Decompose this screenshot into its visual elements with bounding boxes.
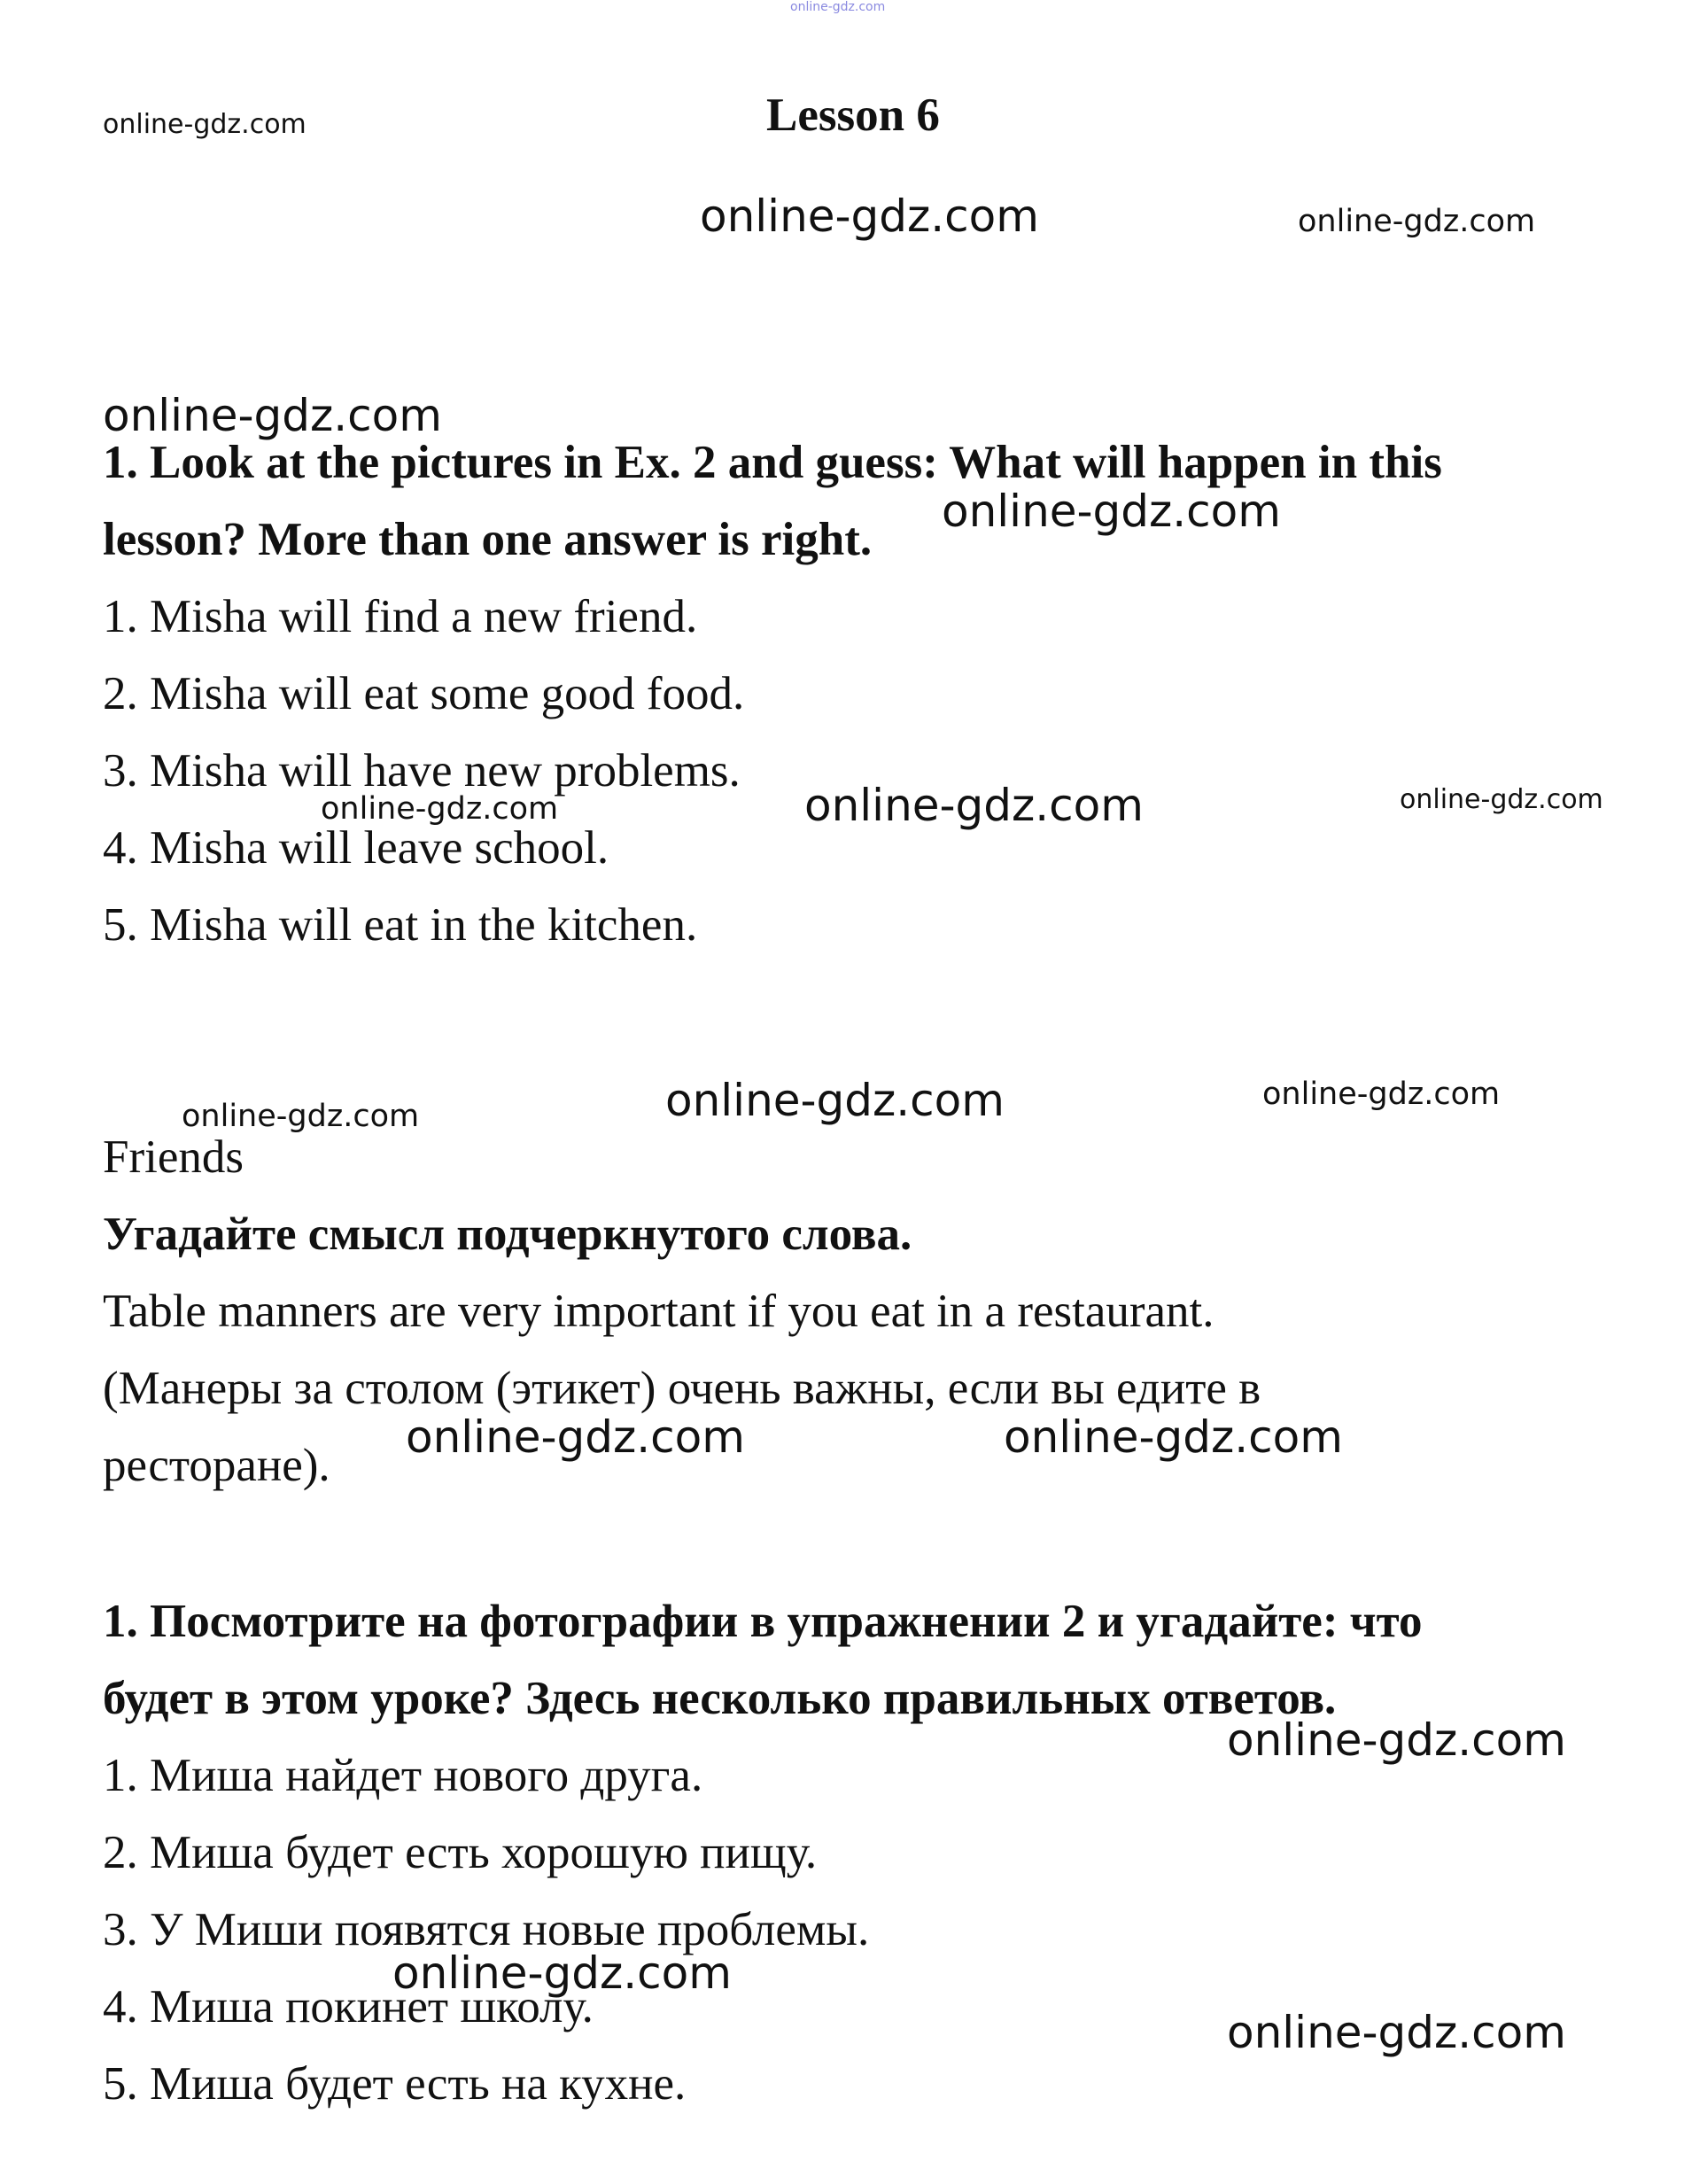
watermark: online-gdz.com xyxy=(1227,1714,1566,1766)
friends-translation-line1: (Манеры за столом (этикет) очень важны, если вы едите в xyxy=(103,1363,1261,1414)
task-en-item: 4. Misha will leave school. xyxy=(103,822,609,874)
task-en-item: 2. Misha will eat some good food. xyxy=(103,668,745,719)
watermark: online-gdz.com xyxy=(182,1099,420,1134)
task-en-item: 1. Misha will find a new friend. xyxy=(103,591,698,642)
task-ru-item: 4. Миша покинет школу. xyxy=(103,1981,594,2032)
task-ru-item: 5. Миша будет есть на кухне. xyxy=(103,2058,687,2110)
friends-translation-line2: ресторане). xyxy=(103,1440,330,1491)
friends-sentence: Table manners are very important if you eat in a restaurant. xyxy=(103,1286,1214,1337)
task-ru-item: 3. У Миши появятся новые проблемы. xyxy=(103,1904,870,1955)
task-ru-item: 2. Миша будет есть хорошую пищу. xyxy=(103,1827,818,1878)
watermark: online-gdz.com xyxy=(700,190,1039,242)
watermark: online-gdz.com xyxy=(804,780,1144,831)
watermark: online-gdz.com xyxy=(392,1947,732,1999)
watermark: online-gdz.com xyxy=(1004,1411,1343,1463)
task-ru-heading-line2: будет в этом уроке? Здесь несколько правильных ответов. xyxy=(103,1673,1337,1724)
watermark: online-gdz.com xyxy=(665,1075,1005,1126)
task-en-heading-line2: lesson? More than one answer is right. xyxy=(103,514,873,565)
watermark: online-gdz.com xyxy=(406,1411,745,1463)
lesson-title: Lesson 6 xyxy=(766,89,940,141)
task-en-item: 3. Misha will have new problems. xyxy=(103,745,741,797)
watermark: online-gdz.com xyxy=(103,390,442,441)
task-ru-item: 1. Миша найдет нового друга. xyxy=(103,1750,703,1801)
task-en-heading-line1: 1. Look at the pictures in Ex. 2 and guess: What will happen in this xyxy=(103,437,1442,488)
task-ru-heading-line1: 1. Посмотрите на фотографии в упражнении 2 и угадайте: что xyxy=(103,1596,1423,1647)
friends-label: Friends xyxy=(103,1131,244,1183)
watermark: online-gdz.com xyxy=(1400,784,1603,815)
watermark: online-gdz.com xyxy=(1262,1076,1501,1112)
friends-heading: Угадайте смысл подчеркнутого слова. xyxy=(103,1209,912,1260)
task-en-item: 5. Misha will eat in the kitchen. xyxy=(103,899,698,951)
watermark: online-gdz.com xyxy=(1298,204,1536,239)
watermark: online-gdz.com xyxy=(321,791,559,827)
watermark: online-gdz.com xyxy=(103,109,307,140)
watermark: online-gdz.com xyxy=(942,486,1281,537)
watermark-top: online-gdz.com xyxy=(790,0,886,14)
watermark: online-gdz.com xyxy=(1227,2007,1566,2058)
